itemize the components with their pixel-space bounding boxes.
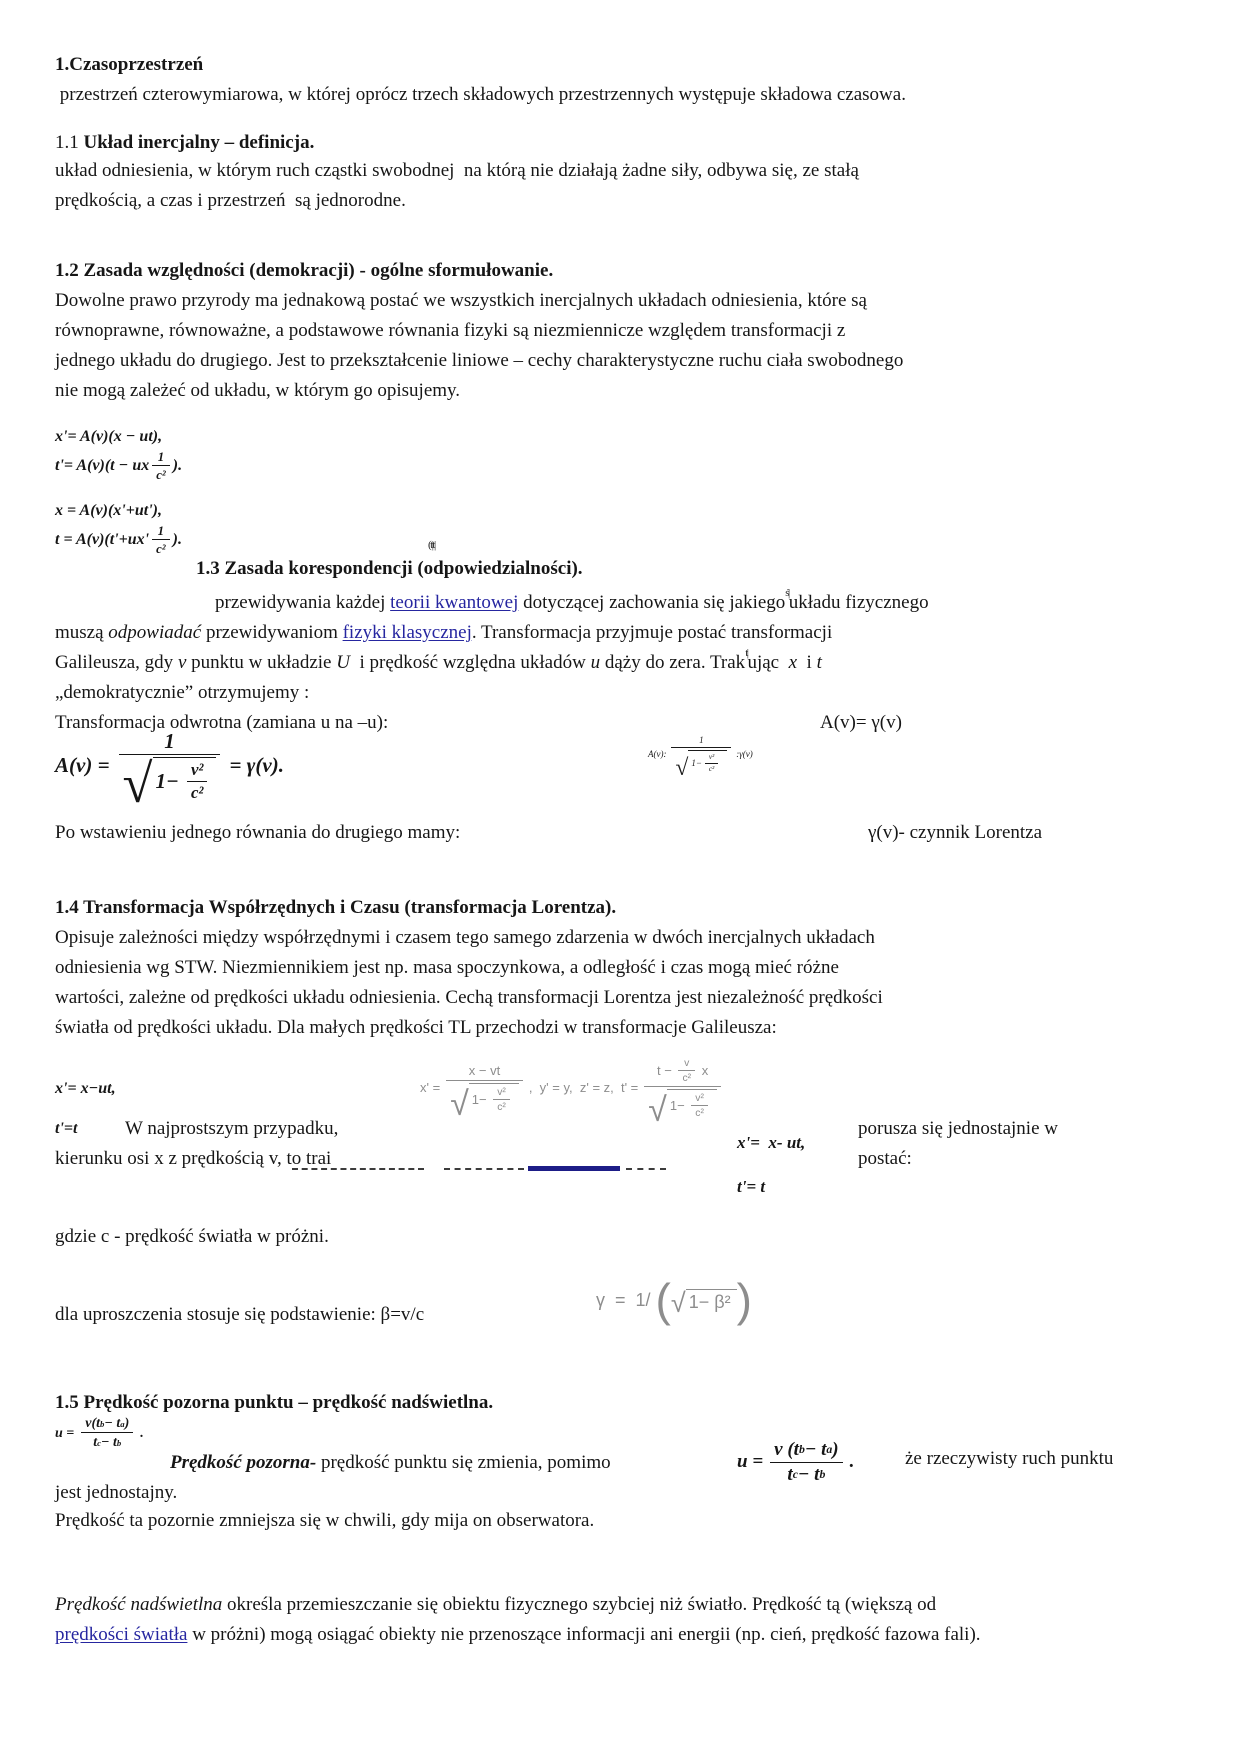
fraction xyxy=(152,450,170,482)
equation-t xyxy=(55,524,182,556)
galileo-eq-right-1: x'= x- ut, xyxy=(737,1133,806,1152)
formula-part: 1 xyxy=(119,730,221,755)
section-1-3-line3 xyxy=(55,648,822,678)
denominator: t c − t b xyxy=(787,1463,826,1485)
text-part: muszą xyxy=(55,622,109,643)
italic-text: x xyxy=(788,652,798,673)
italic-text: v xyxy=(177,652,187,673)
text-part: układu fizycznego xyxy=(788,592,929,613)
formula-part: 1− xyxy=(691,757,702,768)
image-artifact-formula xyxy=(648,735,753,782)
section-1-1-heading xyxy=(55,128,314,158)
radical xyxy=(644,1087,721,1130)
text-part: dotyczącej zachowania się jakiego xyxy=(518,592,786,613)
dashed-line xyxy=(626,1168,666,1170)
section-1-4-heading: 1.4 Transformacja Współrzędnych i Czasu (transformacja Lorentza). xyxy=(55,897,617,918)
formula-part: u = xyxy=(737,1451,764,1473)
formula-part: ) xyxy=(832,1439,839,1460)
formula-part: c² xyxy=(190,782,204,802)
formula-part: 1 xyxy=(152,450,170,466)
sqrt-symbol: √ xyxy=(670,1288,686,1319)
formula-part: − t xyxy=(804,1439,827,1460)
equation-x: x = A(v)(x'+ut'), xyxy=(55,502,162,519)
formula-part: A(v): xyxy=(648,748,667,759)
section-1-5-line2: jest jednostajny. xyxy=(55,1482,178,1503)
fraction xyxy=(187,761,207,802)
radical xyxy=(670,1288,737,1319)
formula-part: = γ(v). xyxy=(229,753,284,778)
formula-part: v² xyxy=(187,761,207,781)
formula-part: t xyxy=(93,1435,98,1451)
formula-part: . xyxy=(849,1451,855,1473)
equation-t-prime xyxy=(55,450,182,482)
section-1-text: przestrzeń czterowymiarowa, w której oprócz trzech składowych przestrzennych występuje składowa czasowa. xyxy=(55,84,906,105)
formula-part: A(v) = xyxy=(55,753,110,778)
text-part: prędkość punktu się zmienia, pomimo xyxy=(316,1452,611,1473)
apparent-speed-text xyxy=(170,1448,611,1478)
formula-part: 1− xyxy=(155,769,184,794)
formula-part: t = A(v)(t'+ux' xyxy=(55,530,150,548)
formula-part: ). xyxy=(172,456,183,474)
formula-part: c² xyxy=(156,542,166,557)
formula-part: c² xyxy=(682,1073,692,1085)
formula-part: − t xyxy=(104,1416,121,1431)
section-1-5-line3: Prędkość ta pozornie zmniejsza się w chwili, gdy mija on obserwatora. xyxy=(55,1510,595,1531)
section-1-3-line4: „demokratycznie” otrzymujemy : xyxy=(55,682,310,703)
fraction xyxy=(691,1093,708,1120)
superluminal-line2 xyxy=(55,1620,981,1650)
gamma-formula xyxy=(596,1274,752,1326)
section-1-heading: 1.Czasoprzestrzeń xyxy=(55,54,204,75)
text-part: w próżni) mogą osiągać obiekty nie przenoszące informacji ani energii (np. cień, prędkość fazowa fali). xyxy=(187,1624,981,1645)
formula-part: c² xyxy=(708,764,715,773)
section-1-2-line1: Dowolne prawo przyrody ma jednakową postać we wszystkich inercjalnych układach odniesienia, które są xyxy=(55,290,867,311)
formula-part: c² xyxy=(497,1102,506,1114)
sqrt-symbol: √ xyxy=(648,1091,667,1130)
text-part: przewidywaniom xyxy=(201,622,343,643)
text-part: Galileusza, gdy xyxy=(55,652,178,673)
section-1-3-heading: 1.3 Zasada korespondencji (odpowiedzialności). xyxy=(196,558,583,579)
section-1-1-line1: układ odniesienia, w którym ruch cząstki swobodnej na którą nie działają żadne siły, odbywa się, ze stałą xyxy=(55,160,859,181)
galileo-eq-left-2: t'=t xyxy=(55,1120,78,1137)
section-1-2-line2: równoprawne, równoważne, a podstawowe równania fizyki są niezmiennicze względem transformacji z xyxy=(55,320,846,341)
link-fizyka-klasyczna[interactable]: fizyki klasycznej xyxy=(342,622,472,643)
formula-part: v (t xyxy=(774,1439,799,1460)
left-paren: ( xyxy=(655,1274,671,1326)
galileo-eq-left-1: x'= x−ut, xyxy=(55,1080,116,1097)
axis-direction-text: kierunku osi x z prędkością v, to trai xyxy=(55,1148,332,1169)
text-part: dąży do zera. Trak xyxy=(600,652,746,673)
lorentz-transformation-formula xyxy=(420,1058,724,1130)
section-1-4-line3: wartości, zależne od prędkości układu odniesienia. Cechą transformacji Lorentza jest niezależność prędkości xyxy=(55,987,883,1008)
formula-part: t'= A(v)(t − ux xyxy=(55,456,150,474)
italic-text: U xyxy=(336,652,350,673)
section-1-3-line1 xyxy=(215,588,929,618)
formula-part: v xyxy=(678,1058,695,1071)
av-gamma-label: A(v)= γ(v) xyxy=(820,712,902,733)
dashed-line xyxy=(444,1168,524,1170)
formula-part: u = xyxy=(55,1425,75,1441)
heading-text: Układ inercjalny – definicja. xyxy=(83,132,315,153)
fraction xyxy=(705,754,718,774)
italic-text: odpowiadać xyxy=(108,622,202,643)
section-1-2-line3: jednego układu do drugiego. Jest to przekształcenie liniowe – cechy charakterystyczne ruchu ciała swobodnego xyxy=(55,350,904,371)
substitution-label: Po wstawieniu jednego równania do drugiego mamy: xyxy=(55,822,461,843)
section-1-4-line4: światła od prędkości układu. Dla małych prędkości TL przechodzi w transformacje Galileusza: xyxy=(55,1017,777,1038)
lorentz-factor-caption: γ(v)- czynnik Lorentza xyxy=(868,822,1043,843)
image-artifact: ś| xyxy=(785,587,789,599)
formula-part: t − xyxy=(657,1063,676,1079)
formula-part: v² xyxy=(493,1087,510,1100)
galileo-eq-right-2: t'= t xyxy=(737,1177,766,1196)
inverse-transform-label: Transformacja odwrotna (zamiana u na –u): xyxy=(55,712,389,733)
formula-part: 1− β² xyxy=(686,1289,737,1313)
formula-part: − t xyxy=(101,1435,117,1451)
text-part: i xyxy=(797,652,817,673)
section-1-4-line1: Opisuje zależności między współrzędnymi i czasem tego samego zdarzenia w dwóch inercjalnych układach xyxy=(55,927,875,948)
formula-part: , y' = y, z' = z, t' = xyxy=(528,1080,639,1096)
section-1-5-heading: 1.5 Prędkość pozorna punktu – prędkość nadświetlna. xyxy=(55,1392,494,1413)
text-part: i prędkość względna układów xyxy=(349,652,591,673)
fraction xyxy=(671,735,731,782)
fraction xyxy=(493,1087,510,1114)
radical xyxy=(446,1081,523,1124)
formula-part: 1 xyxy=(152,524,170,540)
fraction xyxy=(770,1440,842,1486)
formula-part: v² xyxy=(705,754,718,764)
fraction xyxy=(81,1416,133,1451)
numerator: v (t b − t a ) xyxy=(770,1440,842,1463)
formula-part: 1− xyxy=(669,1098,689,1114)
image-artifact: (t|t| xyxy=(428,539,435,551)
sqrt-symbol: √ xyxy=(675,755,689,782)
numerator: v(t b − t a ) xyxy=(81,1416,133,1433)
uniform-motion-text: porusza się jednostajnie w xyxy=(858,1118,1058,1139)
formula-part: c² xyxy=(156,468,166,483)
text-part: określa przemieszczanie się obiektu fizycznego szybciej niż światło. Prędkość tą (większą od xyxy=(222,1594,937,1615)
formula-part: x xyxy=(698,1063,709,1079)
image-artifact: t| xyxy=(745,647,748,659)
fraction xyxy=(152,524,170,556)
italic-term: Prędkość nadświetlna xyxy=(55,1594,223,1615)
lorentz-factor-formula xyxy=(55,729,284,815)
italic-text: u xyxy=(590,652,601,673)
formula-part: x' = xyxy=(420,1080,441,1096)
beta-substitution-text: dla uproszczenia stosuje się podstawienie: β=v/c xyxy=(55,1304,425,1325)
apparent-speed-formula-small xyxy=(55,1416,144,1451)
radical xyxy=(119,753,221,815)
simple-case-text: W najprostszym przypadku, xyxy=(125,1118,339,1139)
sqrt-symbol: √ xyxy=(450,1085,469,1124)
postac-text: postać: xyxy=(858,1148,912,1169)
formula-part: − t xyxy=(797,1463,820,1485)
speed-of-light-note: gdzie c - prędkość światła w próżni. xyxy=(55,1226,329,1247)
fraction xyxy=(119,729,221,815)
link-teoria-kwantowa[interactable]: teorii kwantowej xyxy=(390,592,519,613)
fraction xyxy=(446,1063,523,1124)
heading-number: 1.1 xyxy=(55,132,84,153)
formula-part: v(t xyxy=(85,1416,101,1431)
italic-text: t xyxy=(816,652,822,673)
formula-part: v² xyxy=(691,1093,708,1106)
italic-term: Prędkość pozorna- xyxy=(170,1452,317,1473)
real-motion-text: że rzeczywisty ruch punktu xyxy=(905,1448,1114,1469)
sqrt-symbol: √ xyxy=(122,753,153,815)
fraction xyxy=(644,1058,721,1130)
radical xyxy=(671,748,731,782)
superluminal-line1 xyxy=(55,1590,936,1620)
formula-part: ) xyxy=(124,1416,130,1431)
formula-part: :γ(v) xyxy=(736,748,753,759)
blue-underline xyxy=(528,1166,620,1171)
text-part: ując xyxy=(747,652,789,673)
section-1-4-line2: odniesienia wg STW. Niezmiennikiem jest np. masa spoczynkowa, a odległość i czas mogą mieć różne xyxy=(55,957,839,978)
section-1-2-heading: 1.2 Zasada względności (demokracji) - ogólne sformułowanie. xyxy=(55,260,554,281)
formula-part: 1− xyxy=(471,1091,491,1107)
formula-part: c² xyxy=(695,1108,704,1120)
section-1-1-line2: prędkością, a czas i przestrzeń są jednorodne. xyxy=(55,190,406,211)
numerator xyxy=(644,1058,721,1087)
formula-part: ). xyxy=(172,530,182,548)
equation-x-prime: x'= A(v)(x − ut), xyxy=(55,428,163,445)
fraction xyxy=(678,1058,695,1085)
link-predkosc-swiatla[interactable]: prędkości światła xyxy=(55,1624,188,1645)
right-paren: ) xyxy=(736,1274,752,1326)
denominator: t c − t b xyxy=(93,1435,122,1451)
apparent-speed-formula-big xyxy=(737,1440,854,1486)
text-part: punktu w układzie xyxy=(186,652,337,673)
section-1-3-line2 xyxy=(55,618,832,648)
dashed-line xyxy=(292,1168,424,1170)
text-part: . Transformacja przyjmuje postać transformacji xyxy=(471,622,833,643)
formula-part: 1 xyxy=(671,736,731,748)
text-part: przewidywania każdej xyxy=(215,592,391,613)
formula-part: x − vt xyxy=(446,1064,523,1080)
formula-part: γ = 1/ xyxy=(596,1289,656,1310)
formula-part: t xyxy=(787,1463,793,1485)
section-1-2-line4: nie mogą zależeć od układu, w którym go opisujemy. xyxy=(55,380,461,401)
formula-part: . xyxy=(140,1425,144,1441)
